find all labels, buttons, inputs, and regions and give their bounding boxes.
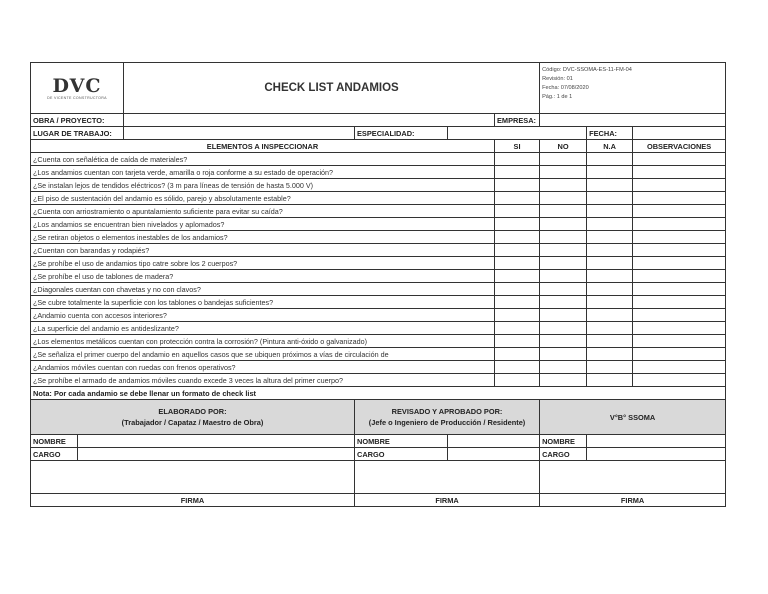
item-observaciones-cell[interactable] <box>633 374 726 387</box>
item-observaciones-cell[interactable] <box>633 361 726 374</box>
item-question: ¿Se prohíbe el uso de tablones de madera? <box>31 270 495 283</box>
item-row <box>31 166 726 179</box>
item-observaciones-cell[interactable] <box>633 270 726 283</box>
signature-area-ssoma[interactable] <box>540 461 726 494</box>
item-question: ¿Se retiran objetos o elementos inestables de los andamios? <box>31 231 495 244</box>
item-row <box>31 335 726 348</box>
item-no-cell[interactable] <box>540 179 587 192</box>
item-question: ¿Se señaliza el primer cuerpo del andamio en aquellos casos que se ubiquen próximos a vías de circulación de <box>31 348 495 361</box>
document-code-block <box>540 63 726 114</box>
item-question: ¿Se prohíbe el armado de andamios móviles cuando excede 3 veces la altura del primer cuerpo? <box>31 374 495 387</box>
item-si-cell[interactable] <box>495 218 540 231</box>
item-row <box>31 374 726 387</box>
item-si-cell[interactable] <box>495 374 540 387</box>
firma-label-elaborado: FIRMA <box>31 494 355 507</box>
item-no-cell[interactable] <box>540 231 587 244</box>
item-row <box>31 283 726 296</box>
nombre-label-ssoma: NOMBRE <box>540 435 587 448</box>
item-na-cell[interactable] <box>587 270 633 283</box>
empresa-label: EMPRESA: <box>495 114 540 127</box>
item-question: ¿Diagonales cuentan con chavetas y no con clavos? <box>31 283 495 296</box>
item-no-cell[interactable] <box>540 335 587 348</box>
item-no-cell[interactable] <box>540 244 587 257</box>
item-observaciones-cell[interactable] <box>633 192 726 205</box>
revisado-subtitle: (Jefe o Ingeniero de Producción / Residente) <box>368 418 526 427</box>
item-row <box>31 244 726 257</box>
revisado-title: REVISADO Y APROBADO POR: <box>391 407 503 416</box>
lugar-field[interactable] <box>124 127 355 140</box>
elaborado-header <box>31 400 355 435</box>
item-si-cell[interactable] <box>495 361 540 374</box>
firma-row <box>31 494 726 507</box>
firma-label-revisado: FIRMA <box>355 494 540 507</box>
item-no-cell[interactable] <box>540 283 587 296</box>
checklist-form <box>30 62 725 507</box>
signature-area-revisado[interactable] <box>355 461 540 494</box>
item-na-cell[interactable] <box>587 257 633 270</box>
item-row <box>31 192 726 205</box>
item-row <box>31 257 726 270</box>
fecha-label: FECHA: <box>587 127 633 140</box>
lugar-row <box>31 127 726 140</box>
item-na-cell[interactable] <box>587 361 633 374</box>
item-si-cell[interactable] <box>495 192 540 205</box>
item-si-cell[interactable] <box>495 244 540 257</box>
col-na: N.A <box>587 140 633 153</box>
item-na-cell[interactable] <box>587 166 633 179</box>
item-question: ¿Los elementos metálicos cuentan con protección contra la corrosión? (Pintura anti-óxido o galvanizado) <box>31 335 495 348</box>
item-na-cell[interactable] <box>587 322 633 335</box>
item-no-cell[interactable] <box>540 361 587 374</box>
logo-subtext: DE VICENTE CONSTRUCTORA <box>47 95 107 100</box>
item-si-cell[interactable] <box>495 296 540 309</box>
col-si: SI <box>495 140 540 153</box>
obra-label: OBRA / PROYECTO: <box>31 114 124 127</box>
item-no-cell[interactable] <box>540 348 587 361</box>
item-na-cell[interactable] <box>587 231 633 244</box>
signature-space-row <box>31 461 726 494</box>
document-page: Pág.: 1 de 1 <box>542 94 573 100</box>
item-no-cell[interactable] <box>540 309 587 322</box>
item-observaciones-cell[interactable] <box>633 335 726 348</box>
item-no-cell[interactable] <box>540 296 587 309</box>
nombre-row <box>31 435 726 448</box>
item-observaciones-cell[interactable] <box>633 153 726 166</box>
item-si-cell[interactable] <box>495 309 540 322</box>
item-si-cell[interactable] <box>495 270 540 283</box>
nota-text: Nota: Por cada andamio se debe llenar un formato de check list <box>31 387 726 400</box>
item-no-cell[interactable] <box>540 153 587 166</box>
item-observaciones-cell[interactable] <box>633 231 726 244</box>
nombre-field-elaborado[interactable] <box>78 435 355 448</box>
item-observaciones-cell[interactable] <box>633 296 726 309</box>
item-si-cell[interactable] <box>495 348 540 361</box>
cargo-field-elaborado[interactable] <box>78 448 355 461</box>
revisado-header <box>355 400 540 435</box>
empresa-field[interactable] <box>540 114 726 127</box>
item-si-cell[interactable] <box>495 205 540 218</box>
especialidad-field[interactable] <box>448 127 587 140</box>
item-na-cell[interactable] <box>587 244 633 257</box>
item-si-cell[interactable] <box>495 283 540 296</box>
obra-row <box>31 114 726 127</box>
logo-text: DVC <box>52 74 102 97</box>
item-observaciones-cell[interactable] <box>633 283 726 296</box>
item-no-cell[interactable] <box>540 166 587 179</box>
item-si-cell[interactable] <box>495 166 540 179</box>
item-no-cell[interactable] <box>540 257 587 270</box>
item-no-cell[interactable] <box>540 270 587 283</box>
item-question: ¿Se cubre totalmente la superficie con los tablones o bandejas suficientes? <box>31 296 495 309</box>
item-na-cell[interactable] <box>587 283 633 296</box>
item-question: ¿La superficie del andamio es antideslizante? <box>31 322 495 335</box>
col-elementos: ELEMENTOS A INSPECCIONAR <box>31 140 495 153</box>
item-question: ¿Cuenta con arriostramiento o apuntalamiento suficiente para evitar su caída? <box>31 205 495 218</box>
item-na-cell[interactable] <box>587 335 633 348</box>
especialidad-label: ESPECIALIDAD: <box>355 127 448 140</box>
item-observaciones-cell[interactable] <box>633 309 726 322</box>
item-row <box>31 309 726 322</box>
item-observaciones-cell[interactable] <box>633 179 726 192</box>
fecha-field[interactable] <box>633 127 726 140</box>
item-row <box>31 361 726 374</box>
cargo-field-ssoma[interactable] <box>587 448 726 461</box>
item-question: ¿El piso de sustentación del andamio es sólido, parejo y absolutamente estable? <box>31 192 495 205</box>
item-na-cell[interactable] <box>587 179 633 192</box>
item-no-cell[interactable] <box>540 322 587 335</box>
lugar-label: LUGAR DE TRABAJO: <box>31 127 124 140</box>
document-revision: Revisión: 01 <box>542 76 573 82</box>
item-si-cell[interactable] <box>495 257 540 270</box>
item-si-cell[interactable] <box>495 231 540 244</box>
elaborado-title: ELABORADO POR: <box>158 407 227 416</box>
item-row <box>31 322 726 335</box>
item-si-cell[interactable] <box>495 322 540 335</box>
item-si-cell[interactable] <box>495 335 540 348</box>
item-question: ¿Los andamios se encuentran bien nivelados y aplomados? <box>31 218 495 231</box>
item-observaciones-cell[interactable] <box>633 218 726 231</box>
item-na-cell[interactable] <box>587 309 633 322</box>
item-na-cell[interactable] <box>587 192 633 205</box>
col-observaciones: OBSERVACIONES <box>633 140 726 153</box>
item-na-cell[interactable] <box>587 348 633 361</box>
item-observaciones-cell[interactable] <box>633 166 726 179</box>
col-no: NO <box>540 140 587 153</box>
nota-row <box>31 387 726 400</box>
item-na-cell[interactable] <box>587 218 633 231</box>
item-no-cell[interactable] <box>540 374 587 387</box>
nombre-field-ssoma[interactable] <box>587 435 726 448</box>
item-row <box>31 296 726 309</box>
cargo-label-elaborado: CARGO <box>31 448 78 461</box>
document-date: Fecha: 07/08/2020 <box>542 85 589 91</box>
nombre-field-revisado[interactable] <box>448 435 540 448</box>
item-question: ¿Se prohíbe el uso de andamios tipo catre sobre los 2 cuerpos? <box>31 257 495 270</box>
document-code: Código: DVC-SSOMA-ES-11-FM-04 <box>542 67 632 73</box>
logo <box>31 63 124 114</box>
cargo-field-revisado[interactable] <box>448 448 540 461</box>
firma-label-ssoma: FIRMA <box>540 494 726 507</box>
nombre-label-revisado: NOMBRE <box>355 435 448 448</box>
item-na-cell[interactable] <box>587 205 633 218</box>
item-question: ¿Se instalan lejos de tendidos eléctricos? (3 m para líneas de tensión de hasta 5.000 V) <box>31 179 495 192</box>
elaborado-subtitle: (Trabajador / Capataz / Maestro de Obra) <box>121 418 264 427</box>
signature-area-elaborado[interactable] <box>31 461 355 494</box>
item-row <box>31 153 726 166</box>
item-row <box>31 270 726 283</box>
signature-header-row <box>31 400 726 435</box>
item-na-cell[interactable] <box>587 374 633 387</box>
document-title: CHECK LIST ANDAMIOS <box>124 63 540 114</box>
item-row <box>31 231 726 244</box>
item-row <box>31 205 726 218</box>
item-si-cell[interactable] <box>495 153 540 166</box>
item-observaciones-cell[interactable] <box>633 205 726 218</box>
item-question: ¿Los andamios cuentan con tarjeta verde, amarilla o roja conforme a su estado de operación? <box>31 166 495 179</box>
column-header-row <box>31 140 726 153</box>
item-observaciones-cell[interactable] <box>633 244 726 257</box>
item-row <box>31 218 726 231</box>
header-row <box>31 63 726 114</box>
item-row <box>31 179 726 192</box>
item-question: ¿Andamio cuenta con accesos interiores? <box>31 309 495 322</box>
cargo-row <box>31 448 726 461</box>
obra-field[interactable] <box>124 114 495 127</box>
cargo-label-ssoma: CARGO <box>540 448 587 461</box>
item-question: ¿Andamios móviles cuentan con ruedas con frenos operativos? <box>31 361 495 374</box>
item-na-cell[interactable] <box>587 153 633 166</box>
form-table <box>30 62 726 507</box>
item-no-cell[interactable] <box>540 205 587 218</box>
nombre-label-elaborado: NOMBRE <box>31 435 78 448</box>
item-si-cell[interactable] <box>495 179 540 192</box>
ssoma-header: V°B° SSOMA <box>540 400 726 435</box>
item-question: ¿Cuenta con señalética de caída de materiales? <box>31 153 495 166</box>
item-observaciones-cell[interactable] <box>633 257 726 270</box>
item-row <box>31 348 726 361</box>
item-no-cell[interactable] <box>540 218 587 231</box>
cargo-label-revisado: CARGO <box>355 448 448 461</box>
item-observaciones-cell[interactable] <box>633 322 726 335</box>
item-na-cell[interactable] <box>587 296 633 309</box>
item-question: ¿Cuentan con barandas y rodapiés? <box>31 244 495 257</box>
item-no-cell[interactable] <box>540 192 587 205</box>
item-observaciones-cell[interactable] <box>633 348 726 361</box>
